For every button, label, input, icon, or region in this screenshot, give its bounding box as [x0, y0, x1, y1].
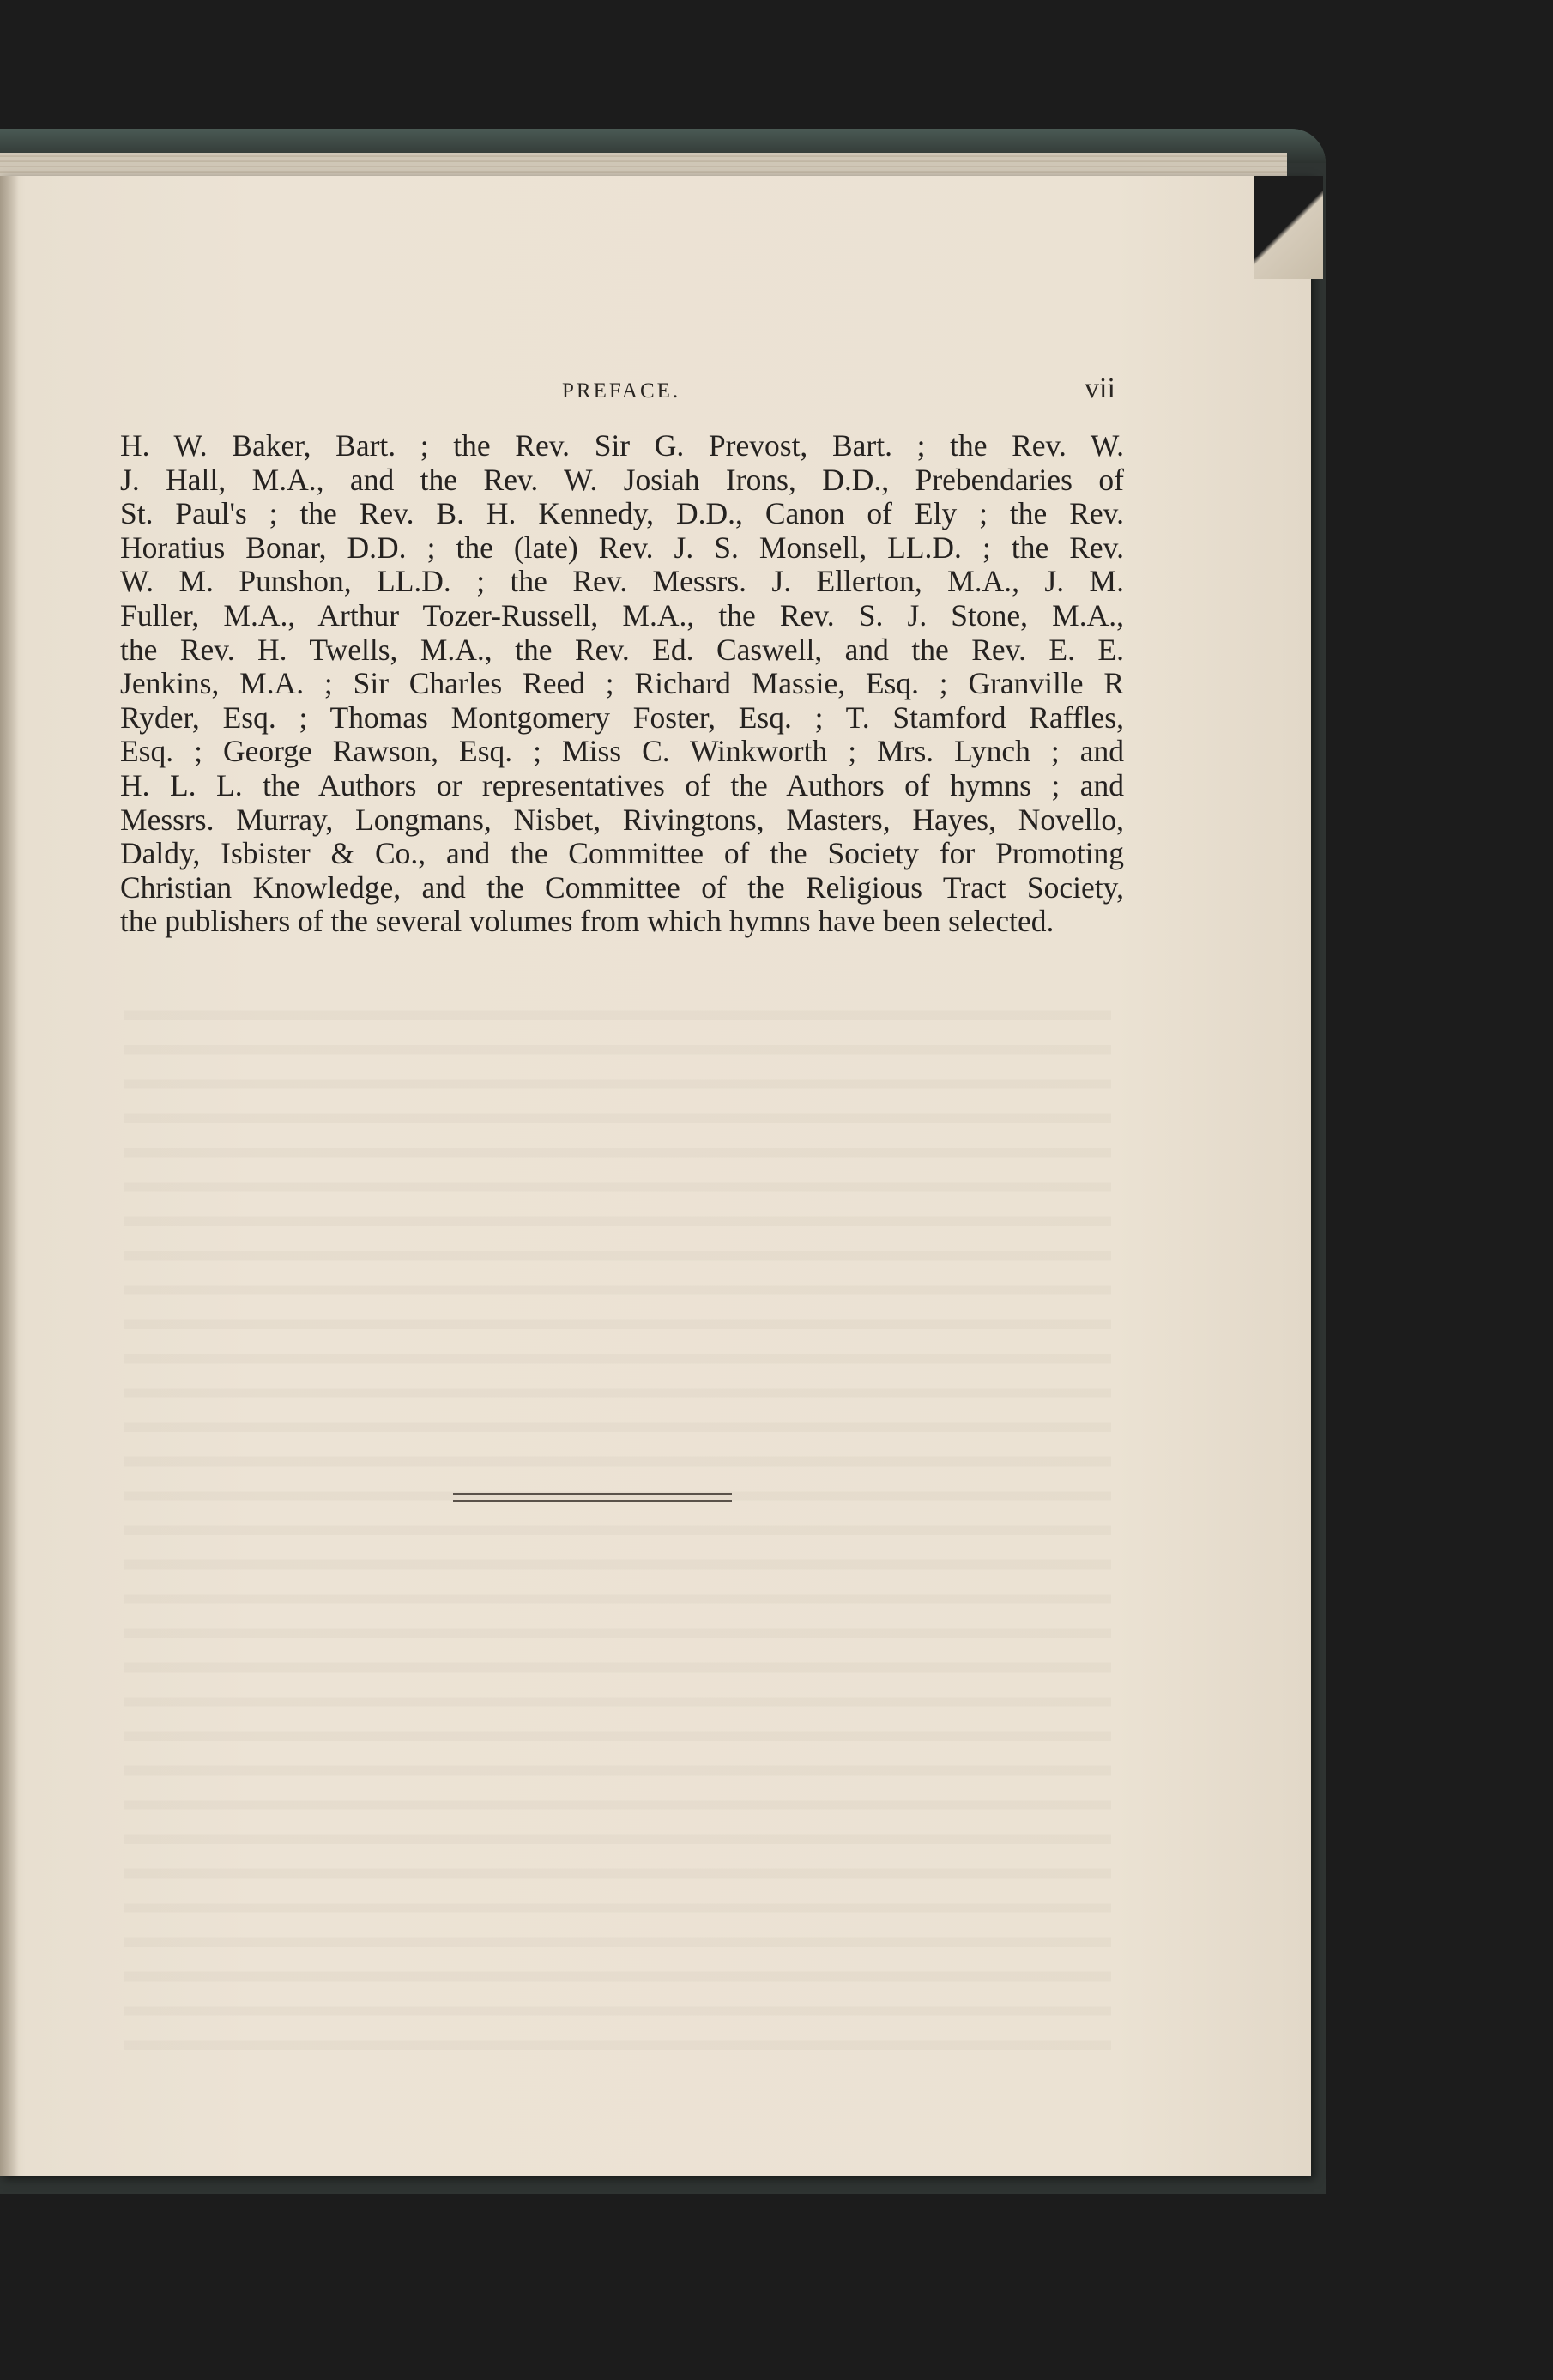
- text-line: Esq. ; George Rawson, Esq. ; Miss C. Winkworth ; Mrs. Lynch ; and: [120, 734, 1124, 769]
- text-line: W. M. Punshon, LL.D. ; the Rev. Messrs. J. Ellerton, M.A., J. M.: [120, 564, 1124, 599]
- text-line: Christian Knowledge, and the Committee of the Religious Tract Society,: [120, 869, 1124, 905]
- running-header: PREFACE.: [562, 379, 681, 403]
- divider-line: [453, 1500, 732, 1502]
- text-line: the Rev. H. Twells, M.A., the Rev. Ed. Caswell, and the Rev. E. E.: [120, 632, 1124, 667]
- text-line: Fuller, M.A., Arthur Tozer-Russell, M.A., the Rev. S. J. Stone, M.A.,: [120, 597, 1124, 633]
- text-line: H. L. L. the Authors or representatives of the Authors of hymns ; and: [120, 767, 1124, 802]
- text-line: H. W. Baker, Bart. ; the Rev. Sir G. Prevost, Bart. ; the Rev. W.: [120, 428, 1124, 463]
- body-text: [120, 429, 1124, 939]
- page-number: vii: [1085, 372, 1115, 404]
- section-divider: [453, 1493, 732, 1507]
- text-line: Messrs. Murray, Longmans, Nisbet, Rivingtons, Masters, Hayes, Novello,: [120, 802, 1124, 837]
- folded-corner: [1254, 176, 1323, 279]
- text-line: the publishers of the several volumes from which hymns have been selected.: [120, 904, 1054, 939]
- text-line: J. Hall, M.A., and the Rev. W. Josiah Irons, D.D., Prebendaries of: [120, 462, 1124, 497]
- text-line: Ryder, Esq. ; Thomas Montgomery Foster, Esq. ; T. Stamford Raffles,: [120, 699, 1124, 735]
- divider-line: [453, 1493, 732, 1495]
- text-line: Jenkins, M.A. ; Sir Charles Reed ; Richard Massie, Esq. ; Granville R: [120, 666, 1124, 701]
- show-through: [124, 991, 1111, 2064]
- text-line: St. Paul's ; the Rev. B. H. Kennedy, D.D., Canon of Ely ; the Rev.: [120, 496, 1124, 531]
- text-line: Horatius Bonar, D.D. ; the (late) Rev. J. S. Monsell, LL.D. ; the Rev.: [120, 530, 1124, 565]
- page-gutter-shadow: [0, 176, 19, 2176]
- page-edges: [0, 153, 1287, 179]
- text-line: Daldy, Isbister & Co., and the Committee of the Society for Promoting: [120, 836, 1124, 871]
